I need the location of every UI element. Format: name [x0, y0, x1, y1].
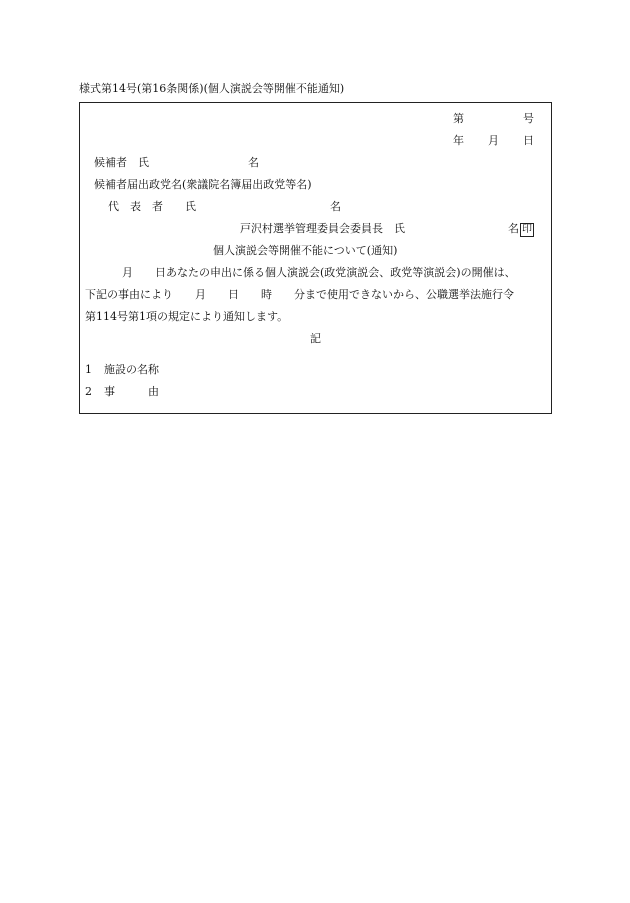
representative-label: 代 表 者 氏	[108, 200, 196, 213]
candidate-label: 候補者 氏	[94, 156, 149, 169]
item-2-number: 2	[85, 385, 92, 398]
date-month: 月	[488, 134, 499, 147]
item-2-label: 事 由	[104, 385, 159, 398]
form-heading: 様式第14号(第16条関係)(個人演説会等開催不能通知)	[79, 82, 345, 95]
number-prefix: 第	[453, 112, 464, 125]
representative-name-suffix: 名	[330, 200, 341, 213]
sender-title: 戸沢村選挙管理委員会委員長 氏	[240, 222, 405, 235]
number-suffix: 号	[523, 112, 534, 125]
item-1-label: 施設の名称	[104, 363, 159, 376]
party-line: 候補者届出政党名(衆議院名簿届出政党等名)	[94, 178, 312, 191]
body-line-2: 下記の事由により 月 日 時 分まで使用できないから、公職選挙法施行令	[85, 288, 514, 301]
seal-mark: 印	[522, 224, 532, 235]
notice-subject: 個人演説会等開催不能について(通知)	[213, 244, 398, 257]
ki-marker: 記	[310, 332, 321, 345]
sender-name-group	[508, 222, 534, 237]
sender-name-suffix: 名	[508, 222, 519, 235]
candidate-name-suffix: 名	[248, 156, 259, 169]
date-year: 年	[453, 134, 464, 147]
body-line-1: 月 日あなたの申出に係る個人演説会(政党演説会、政党等演説会)の開催は、	[122, 266, 516, 279]
item-1-number: 1	[85, 363, 92, 376]
body-line-3: 第114号第1項の規定により通知します。	[85, 310, 289, 323]
date-day: 日	[523, 134, 534, 147]
